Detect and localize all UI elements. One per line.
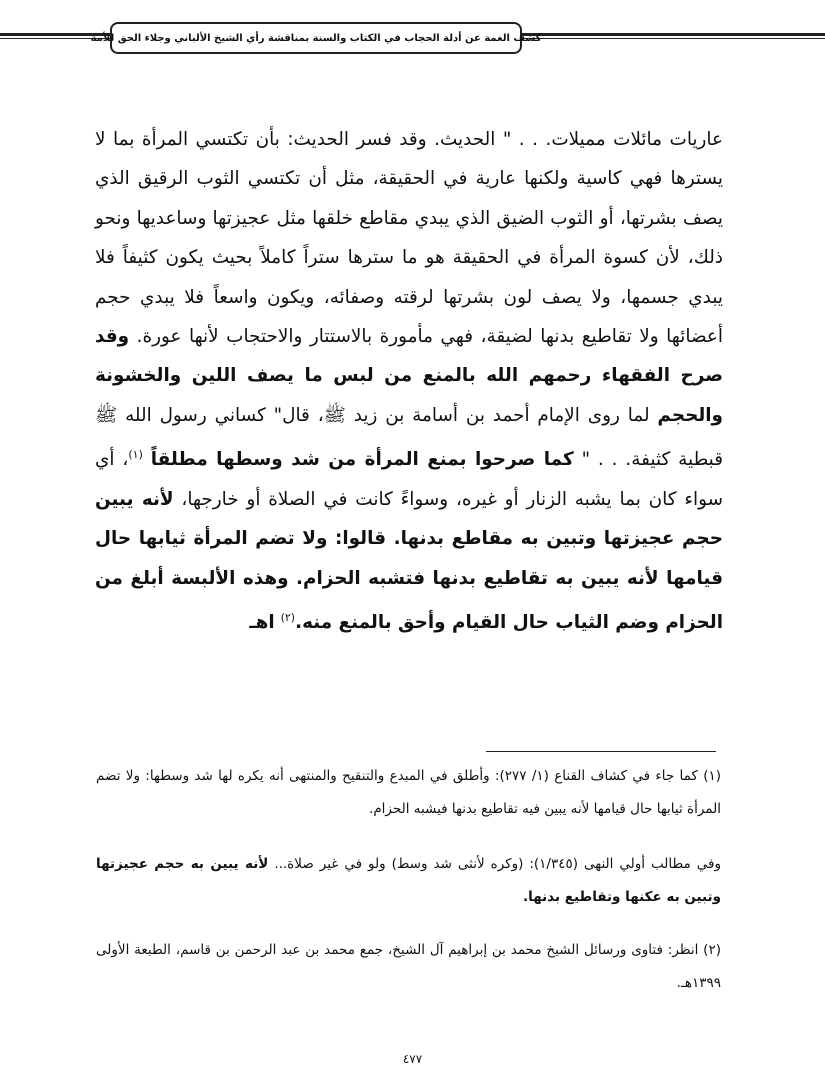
body-text-2-bold: وقد صرح الفقهاء رحمهم الله بالمنع من لبس ما يصف اللين والخشونة والحجم [95,326,723,426]
body-text-3: لما روى الإمام أحمد بن أسامة بن زيد ﷺ، قال" كساني رسول الله ﷺ قبطية كثيفة. . . " [95,404,723,471]
footnote-ref-2[interactable]: (٢) [280,611,296,624]
footnote-2 [96,934,721,1000]
footnote-ref-1[interactable]: (١) [128,448,143,462]
page-number: ٤٧٧ [402,1052,423,1066]
main-paragraph [95,120,723,643]
footnote-1b-bold: لأنه يبين به حجم عجيزتها وتبين به عكنها وتقاطيع بدنها. [96,856,721,905]
header-rule-right [522,33,825,39]
footnote-separator [486,751,716,752]
body-text-6: ، أي سواء كان بما يشبه الزنار أو غيره، وسواءً كانت في الصلاة أو خارجها، [95,449,723,510]
running-header-title: كشف الغمة عن أدلة الحجاب في الكتاب والسنة بمناقشة رأي الشيخ الألباني وجلاء الحق للأمة [90,32,542,44]
footnote-1-continued [96,848,721,914]
body-text-9: اهـ [249,612,275,634]
footnote-1b-text: وفي مطالب أولي النهى (١/٣٤٥): (وكره لأنثى شد وسط) ولو في غير صلاة... [274,856,721,872]
footnote-1 [96,760,721,826]
footnote-1-text: (١) كما جاء في كشاف القناع (١/ ٢٧٧): وأطلق في المبدع والتنقيح والمنتهى أنه يكره لها شد وسطها: ولا تضم المرأة ثيابها حال قيامها لأنه يبين فيه تقاطيع بدنها فيشبه الحزام. [96,768,722,817]
body-text-7-bold: لأنه يبين حجم عجيزتها وتبين به مقاطع بدنها. قالوا: ولا تضم المرأة ثيابها حال قيامها لأنه يبين به تقاطيع بدنها فتشبه الحزام. وهذه الألبسة أبلغ من الحزام وضم الثياب حال القيام وأحق بالمنع منه. [95,488,723,634]
footnote-2-text: (٢) انظر: فتاوى ورسائل الشيخ محمد بن إبراهيم آل الشيخ، جمع محمد بن عبد الرحمن بن قاسم، الطبعة الأولى ١٣٩٩هـ. [96,942,721,991]
body-text-1: عاريات مائلات مميلات. . . " الحديث. وقد فسر الحديث: بأن تكتسي المرأة بما لا يسترها فهي كاسية ولكنها عارية في الحقيقة، مثل أن تكتسي الثوب الرقيق الذي يصف بشرتها، أو الثوب الضيق الذي يبدي مقاطع خلقها مثل عجيزتها وساعديها ونحو ذلك، لأن كسوة المرأة في الحقيقة هو ما سترها ستراً كاملاً بحيث يكون كثيفاً فلا يبدي جسمها، ولا يصف لون بشرتها لرقته وصفائه، ويكون واسعاً فلا يبدي حجم أعضائها ولا تقاطيع بدنها لضيقة، فهي مأمورة بالاستتار والاحتجاب لأنها عورة. [95,129,723,348]
running-header [90,22,542,54]
body-text-4-bold: كما صرحوا بمنع المرأة من شد وسطها مطلقاً [150,449,574,471]
